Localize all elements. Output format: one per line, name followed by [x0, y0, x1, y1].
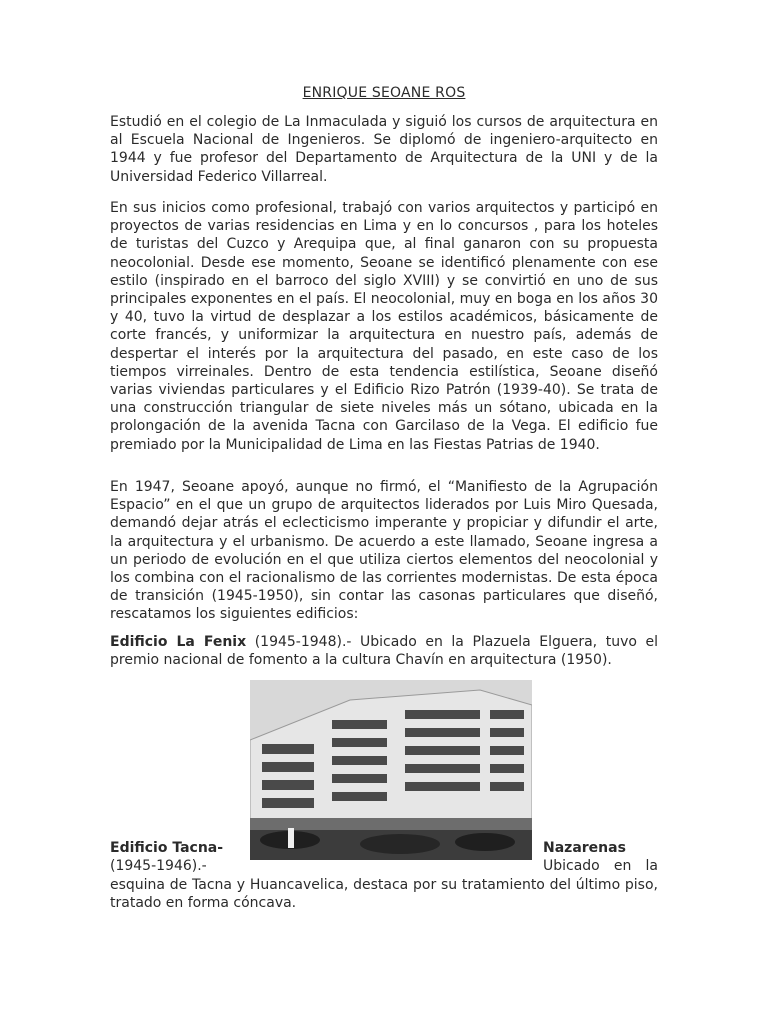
- building-name-nazarenas: Nazarenas: [543, 840, 626, 856]
- paragraph-3: En 1947, Seoane apoyó, aunque no firmó, el “Manifiesto de la Agrupación Espacio” en el que un grupo de arquitectos liderados por Luis Miro Quesada, demandó dejar atrás el eclecticismo imperante y propiciar y difundir el arte, la arquitectura y el urbanismo. De acuerdo a este llamado, Seoane ingresa a un periodo de evolución en el que utiliza ciertos elementos del neocolonial y los combina con el racionalismo de las corrientes modernistas. De esta época de transición (1945-1950), sin contar las casonas particulares que diseñó, rescatamos los siguientes edificios:: [110, 479, 658, 623]
- caption-word-3: la: [645, 858, 658, 874]
- paragraph-4: [110, 633, 658, 669]
- caption-date: (1945-1946).-: [110, 858, 207, 874]
- caption-text: esquina de Tacna y Huancavelica, destaca por su tratamiento del último piso, tratado en forma cóncava.: [110, 877, 658, 912]
- paragraph-2: En sus inicios como profesional, trabajó con varios arquitectos y participó en proyectos de varias residencias en Lima y en lo concursos , para los hoteles de turistas del Cuzco y Arequipa que, al final ganaron con su propuesta neocolonial. Desde ese momento, Seoane se identificó plenamente con ese estilo (inspirado en el barroco del siglo XVIII) y se convirtió en uno de sus principales exponentes en el país. El neocolonial, muy en boga en los años 30 y 40, tuvo la virtud de desplazar a los estilos académicos, básicamente de corte francés, y uniformizar la arquitectura en nuestro país, además de despertar el interés por la arquitectura del pasado, en este caso de los tiempos virreinales. Dentro de esta tendencia estilística, Seoane diseñó varias viviendas particulares y el Edificio Rizo Patrón (1939-40). Se trata de una construcción triangular de siete niveles más un sótano, ubicada en la prolongación de la avenida Tacna con Garcilaso de la Vega. El edificio fue premiado por la Municipalidad de Lima en las Fiestas Patrias de 1940.: [110, 200, 658, 453]
- caption-word-2: en: [613, 858, 632, 874]
- caption-word-1: Ubicado: [543, 858, 600, 874]
- document-title: ENRIQUE SEOANE ROS: [302, 85, 466, 101]
- caption-location-start: [543, 858, 658, 874]
- building-name-tacna: Edificio Tacna-: [110, 840, 224, 856]
- building-photo: [250, 680, 532, 860]
- paragraph-4-text: (1945-1948).- Ubicado en la Plazuela Elguera, tuvo el premio nacional de fomento a la cultura Chavín en arquitectura (1950).: [110, 634, 658, 669]
- paragraph-1: Estudió en el colegio de La Inmaculada y siguió los cursos de arquitectura en al Escuela Nacional de Ingenieros. Se diplomó de ingeniero-arquitecto en 1944 y fue profesor del Departamento de Arquitectura de la UNI y de la Universidad Federico Villarreal.: [110, 114, 658, 185]
- building-name-la-fenix: Edificio La Fenix: [110, 634, 247, 650]
